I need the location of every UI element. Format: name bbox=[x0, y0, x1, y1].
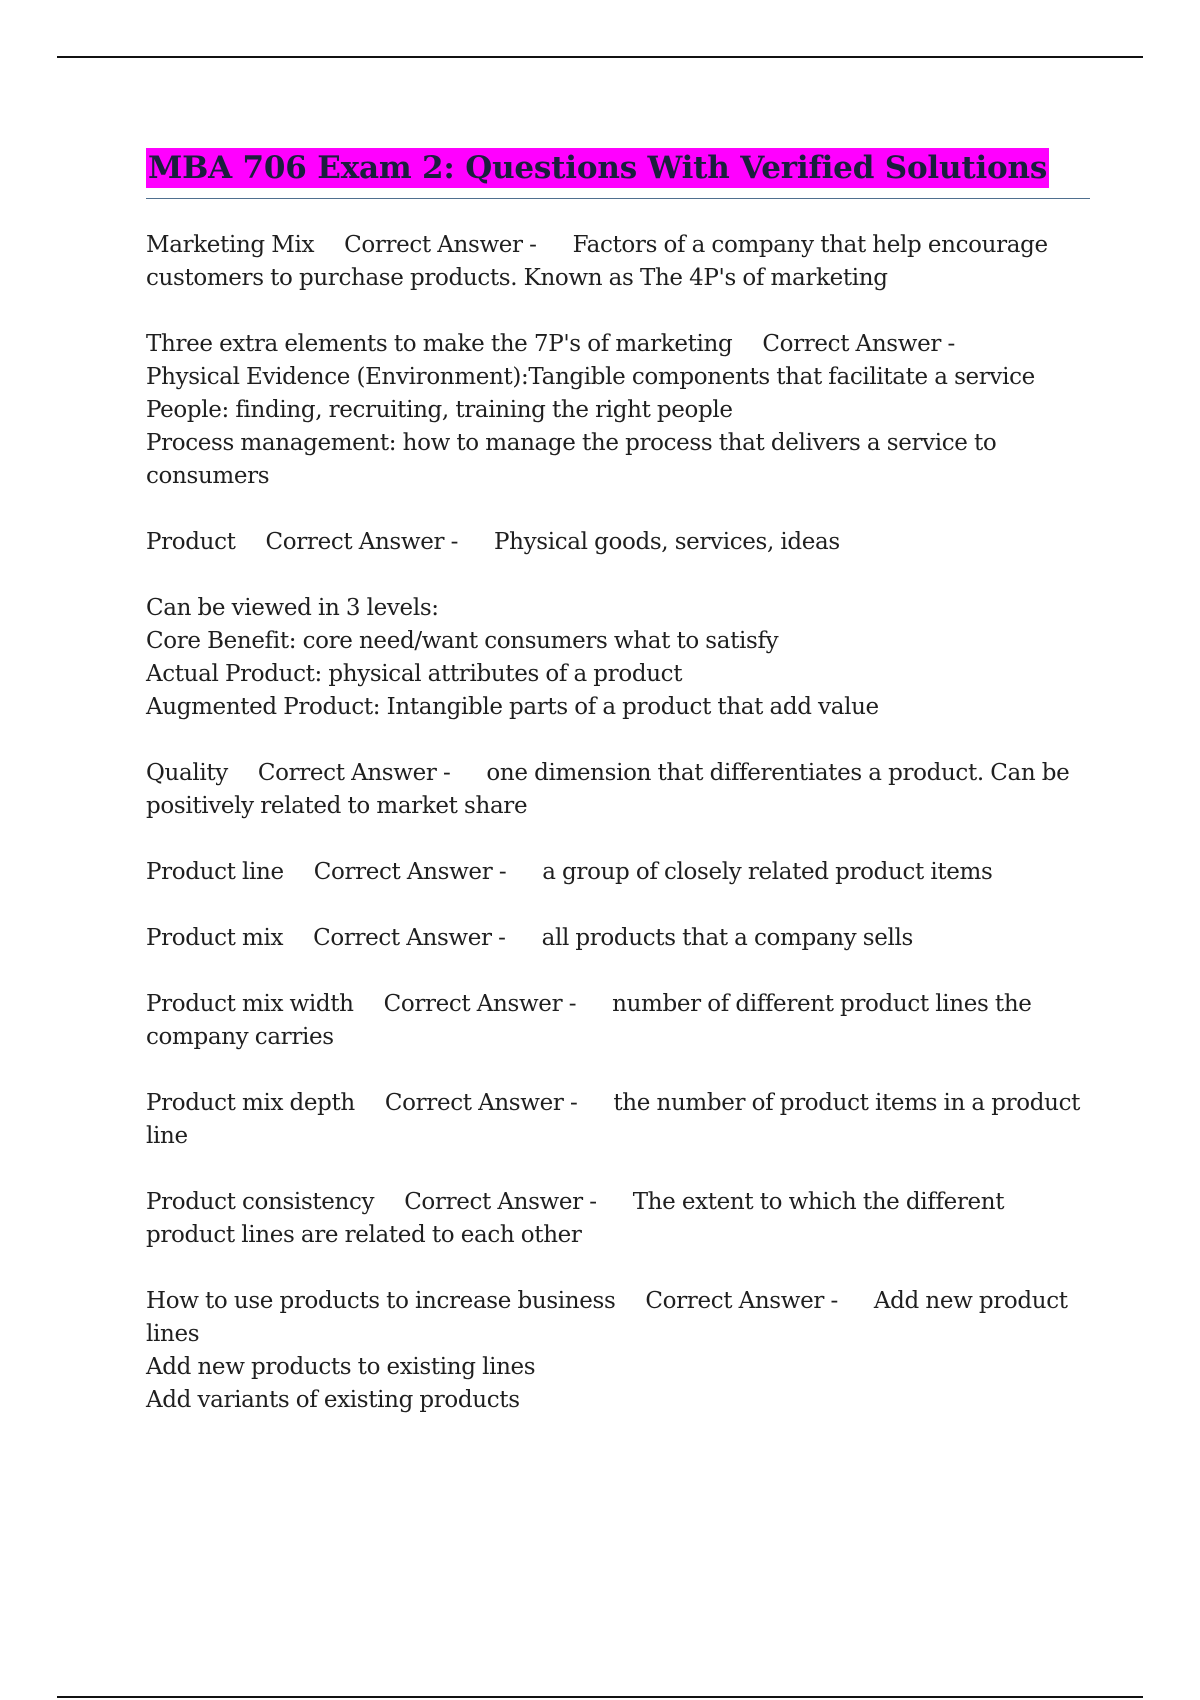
qa-list bbox=[146, 229, 1090, 1417]
question-text: How to use products to increase business bbox=[146, 1288, 616, 1314]
qa-entry bbox=[146, 988, 1090, 1054]
answer-label: Correct Answer bbox=[383, 991, 563, 1017]
answer-text: all products that a company sells bbox=[541, 925, 913, 951]
question-text: Product mix depth bbox=[146, 1090, 355, 1116]
question-text: Product line bbox=[146, 859, 284, 885]
answer-separator: - bbox=[498, 925, 506, 951]
answer-separator: - bbox=[450, 529, 459, 555]
document-title: MBA 706 Exam 2: Questions With Verified Solutions bbox=[148, 150, 1048, 186]
answer-text: number of different product lines the company carries bbox=[146, 991, 1032, 1050]
answer-label: Correct Answer bbox=[257, 760, 437, 786]
question-text: Three extra elements to make the 7P's of marketing bbox=[146, 331, 733, 357]
answer-text: one dimension that differentiates a product. Can be positively related to market share bbox=[146, 760, 1070, 819]
answer-label: Correct Answer bbox=[384, 1090, 564, 1116]
question-text: Product bbox=[146, 529, 236, 555]
answer-label: Correct Answer bbox=[762, 331, 941, 357]
answer-label: Correct Answer bbox=[265, 529, 445, 555]
answer-line: Augmented Product: Intangible parts of a product that add value bbox=[146, 694, 879, 720]
answer-text: Add new product lines bbox=[146, 1288, 1068, 1347]
answer-line: Core Benefit: core need/want consumers what to satisfy bbox=[146, 628, 779, 654]
answer-label: Correct Answer bbox=[344, 232, 523, 258]
answer-line: Physical Evidence (Environment):Tangible components that facilitate a service bbox=[146, 364, 1035, 390]
qa-entry bbox=[146, 328, 1090, 493]
question-text: Product mix bbox=[146, 925, 284, 951]
bottom-rule bbox=[57, 1696, 1143, 1698]
qa-entry bbox=[146, 922, 1090, 955]
answer-label: Correct Answer bbox=[404, 1189, 583, 1215]
qa-entry bbox=[146, 229, 1090, 295]
answer-separator: - bbox=[830, 1288, 838, 1314]
answer-separator: - bbox=[568, 991, 577, 1017]
answer-text: the number of product items in a product line bbox=[146, 1090, 1081, 1149]
qa-entry bbox=[146, 526, 1090, 559]
question-text: Product mix width bbox=[146, 991, 354, 1017]
answer-line: Process management: how to manage the process that delivers a service to consumers bbox=[146, 430, 997, 489]
answer-line: Can be viewed in 3 levels: bbox=[146, 595, 439, 621]
answer-line: People: finding, recruiting, training the right people bbox=[146, 397, 733, 423]
answer-text: a group of closely related product items bbox=[542, 859, 993, 885]
answer-line: Add new products to existing lines bbox=[146, 1354, 536, 1380]
answer-separator: - bbox=[569, 1090, 578, 1116]
answer-label: Correct Answer bbox=[313, 925, 492, 951]
qa-entry bbox=[146, 1285, 1090, 1417]
answer-separator: - bbox=[947, 331, 955, 357]
answer-text: Physical goods, services, ideas bbox=[494, 529, 840, 555]
answer-text: The extent to which the different product lines are related to each other bbox=[146, 1189, 1005, 1248]
question-text: Marketing Mix bbox=[146, 232, 315, 258]
qa-entry bbox=[146, 856, 1090, 889]
top-rule bbox=[57, 56, 1143, 58]
qa-entry bbox=[146, 592, 1090, 724]
answer-label: Correct Answer bbox=[645, 1288, 825, 1314]
question-text: Quality bbox=[146, 760, 228, 786]
answer-label: Correct Answer bbox=[313, 859, 493, 885]
answer-separator: - bbox=[498, 859, 507, 885]
qa-entry bbox=[146, 1186, 1090, 1252]
qa-entry bbox=[146, 757, 1090, 823]
document-page bbox=[146, 148, 1090, 1450]
answer-separator: - bbox=[442, 760, 451, 786]
title-block bbox=[146, 148, 1090, 199]
answer-separator: - bbox=[529, 232, 537, 258]
answer-separator: - bbox=[589, 1189, 597, 1215]
answer-text: Factors of a company that help encourage customers to purchase products. Known as The 4P's of marketing bbox=[146, 232, 1048, 291]
answer-line: Actual Product: physical attributes of a product bbox=[146, 661, 683, 687]
answer-line: Add variants of existing products bbox=[146, 1387, 520, 1413]
question-text: Product consistency bbox=[146, 1189, 375, 1215]
qa-entry bbox=[146, 1087, 1090, 1153]
